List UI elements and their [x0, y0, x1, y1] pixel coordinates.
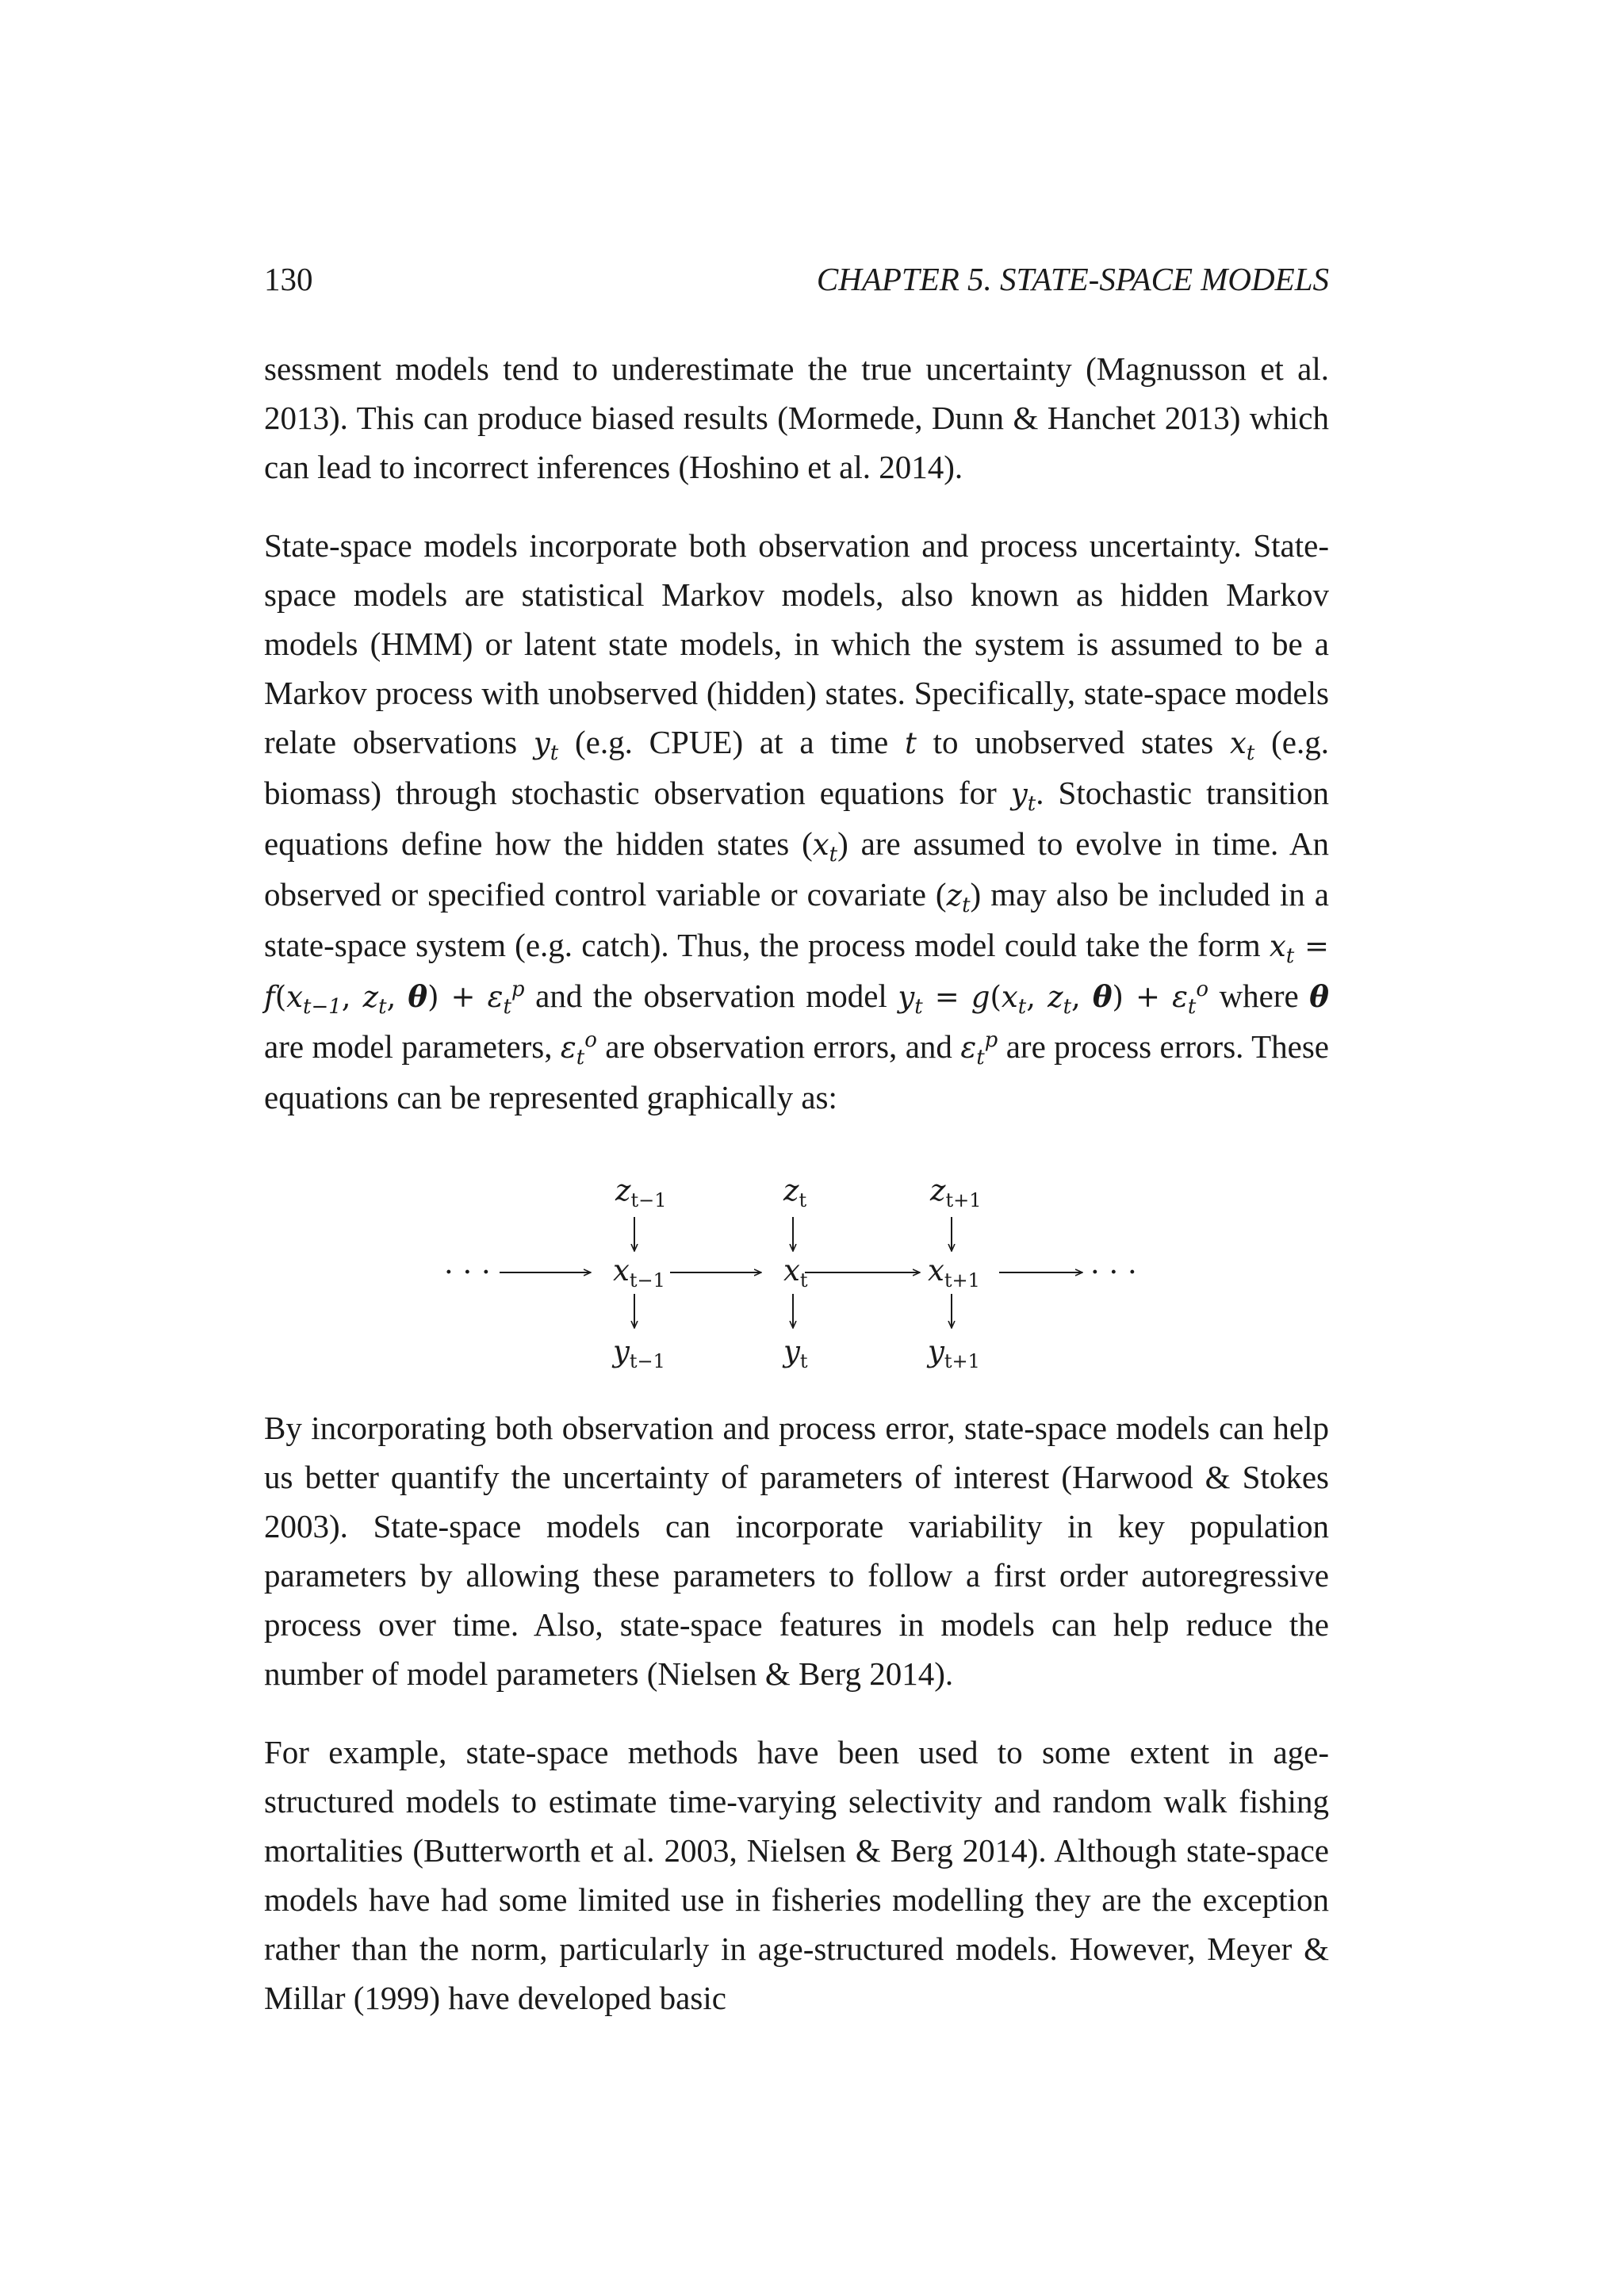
dots-right: · · ·	[1090, 1255, 1137, 1289]
node-y-next: $y_{t+1}$	[928, 1334, 980, 1372]
node-x-next: $x_{t+1}$	[928, 1253, 980, 1292]
p2-text-4: (e.g. biomass) through stochastic observation equations for	[264, 724, 1330, 811]
dots-left: · · ·	[444, 1255, 491, 1289]
node-z-next: $z_{t+1}$	[930, 1173, 982, 1211]
math-process-model: $x_t = f(x_{t-1}$, $z_t$, $\theta) + \varepsilon_t^p$	[264, 929, 1329, 1019]
math-z-t: $z_t$	[946, 878, 971, 917]
chapter-title: CHAPTER 5. STATE-SPACE MODELS	[816, 261, 1329, 297]
math-eps-p: $\varepsilon_t^p$	[960, 1028, 998, 1070]
math-x-t: $x_t$	[1230, 726, 1255, 765]
state-space-diagram	[444, 1173, 1158, 1380]
p2-text-6: ) are assumed to evolve in time. An observed or specified control variable or covariate (	[264, 825, 1330, 913]
paragraph-4: For example, state-space methods have been used to some extent in age-structured models to estimate time-varying selectivity and random walk fishing mortalities (Butterworth et al. 2003, Nielsen & Berg 2014). Although state-space models have had some limited use in fisheries modelling they are the exception rather than the norm, particularly in age-structured models. However, Meyer & Millar (1999) have developed basic	[264, 1734, 1329, 2016]
p2-text-10: are model parameters,	[264, 1028, 561, 1065]
node-z-prev: $z_{t-1}$	[615, 1173, 667, 1211]
math-eps-o: $\varepsilon_t^o$	[560, 1028, 597, 1070]
page-number: 130	[264, 261, 313, 297]
paragraph-3: By incorporating both observation and process error, state-space models can help us better quantify the uncertainty of parameters of interest (Harwood & Stokes 2003). State-space models can incorporate variability in key population parameters by allowing these parameters to follow a first order autoregressive process over time. Also, state-space features in models can help reduce the number of model parameters (Nielsen & Berg 2014).	[264, 1410, 1329, 1692]
p2-text-3: to unobserved states	[916, 724, 1231, 760]
math-y-t: $y_t$	[533, 726, 559, 765]
p2-text-12: are process errors. These equations can be represented graphically as:	[264, 1028, 1329, 1115]
node-x-prev: $x_{t-1}$	[613, 1253, 665, 1292]
math-theta: θ	[1309, 979, 1329, 1014]
math-x-t-2: $x_t$	[812, 828, 838, 867]
p2-text-5: . Stochastic transition equations define how the hidden states (	[264, 775, 1329, 862]
math-observation-model: $y_t = g(x_t$, $z_t$, $\theta) + \varepsilon_t^o$	[898, 978, 1209, 1019]
math-t: t	[904, 726, 917, 760]
node-y-prev: $y_{t-1}$	[613, 1334, 665, 1372]
math-y-t-2: $y_t$	[1010, 777, 1036, 816]
p2-text-8: and the observation model	[524, 978, 898, 1014]
p2-text-9: where	[1208, 978, 1310, 1014]
node-z-cur: $z_t$	[783, 1173, 807, 1211]
p2-text-1: State-space models incorporate both observation and process uncertainty. State-space models are statistical Markov models, also known as hidden Markov models (HMM) or latent state models, in which the system is assumed to be a Markov process with unobserved (hidden) states. Specifically, state-space models relate observations	[264, 527, 1329, 760]
node-x-cur: $x_t$	[783, 1253, 808, 1292]
p2-text-7: ) may also be included in a state-space system (e.g. catch). Thus, the process model could take the form	[264, 876, 1329, 963]
paragraph-1: sessment models tend to underestimate the true uncertainty (Magnusson et al. 2013). This can produce biased results (Mormede, Dunn & Hanchet 2013) which can lead to incorrect inferences (Hoshino et al. 2014).	[264, 350, 1329, 485]
node-y-cur: $y_t$	[783, 1334, 808, 1372]
p2-text-11: are observation errors, and	[596, 1028, 961, 1065]
running-header	[264, 255, 1329, 303]
paragraph-2	[264, 521, 1329, 1122]
p2-text-2: (e.g. CPUE) at a time	[558, 724, 905, 760]
